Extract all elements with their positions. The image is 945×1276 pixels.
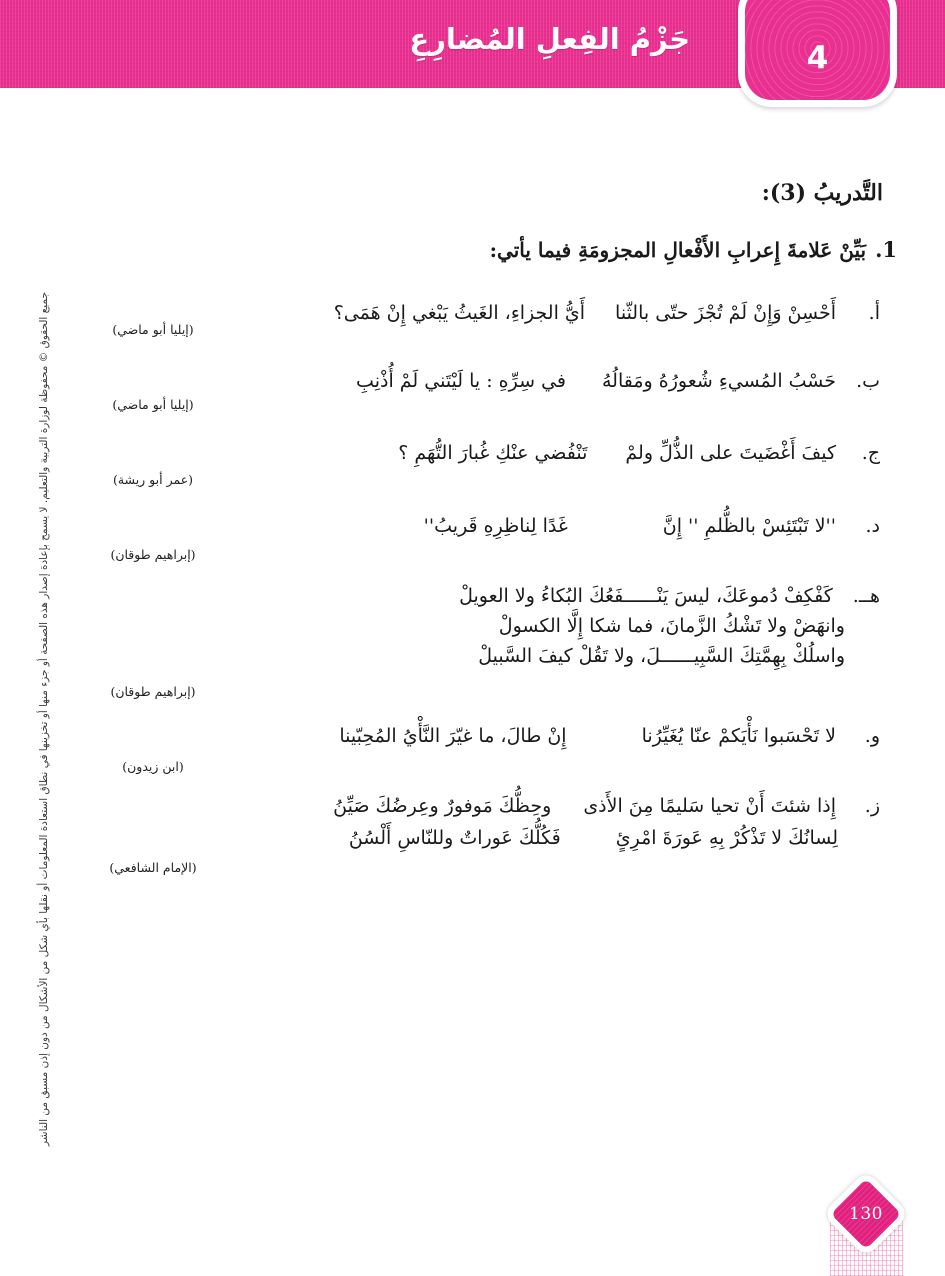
- verse-e-line-2-text: وانهَضْ ولا تَشْكُ الزَّمانَ، فما شكا إِلَّا الكسولْ: [498, 615, 845, 637]
- verse-g-line-2-hemistich-2: فَكُلُّكَ عَوراتٌ وللنّاسِ أَلْسُنُ: [348, 827, 561, 849]
- verse-f: [339, 725, 880, 747]
- verse-d-label: د.: [865, 515, 880, 537]
- page-title: جَزْمُ الفِعلِ المُضارِعِ: [409, 22, 690, 56]
- exercise-heading: التَّدريبُ (3):: [761, 180, 883, 206]
- attribution-e: (إبراهيم طوقان): [110, 684, 196, 699]
- verse-e-label: هــ.: [852, 585, 880, 607]
- verse-d: [424, 515, 880, 537]
- verse-a-hemistich-2: أَيُّ الجزاءِ، الغَيثُ يَبْغي إِنْ هَمَى؟: [333, 302, 586, 324]
- copyright-notice: جميع الحقوق © محفوظة لوزارة التربية والتعليم. لا يسمح بإعادة إصدار هذه الصفحة أو جزء منها أو تخزينها في نطاق استعادة المعلومات أو نقلها بأي شكل من الأشكال من دون إذن مسبق من الناشر: [38, 292, 50, 1146]
- unit-number: 4: [806, 40, 829, 76]
- verse-a: [334, 302, 880, 324]
- verse-g-line-1-hemistich-1: إِذا شئتَ أَنْ تحيا سَليمًا مِنَ الأَذى: [583, 795, 836, 817]
- verse-b-hemistich-1: حَسْبُ المُسيءِ شُعورُهُ ومَقالُهُ: [601, 370, 836, 392]
- verse-b-hemistich-2: في سِرِّهِ : يا لَيْتَني لَمْ أُذْنِبِ: [356, 370, 566, 392]
- verse-g-line-1-hemistich-2: وحِظُّكَ مَوفورٌ وعِرضُكَ صَيِّنُ: [333, 795, 552, 817]
- attribution-g: (الإمام الشافعي): [109, 860, 197, 875]
- attribution-f: (ابن زيدون): [122, 759, 184, 774]
- attribution-b: (إيليا أبو ماضي): [112, 397, 194, 412]
- verse-c-hemistich-2: تَنْفُضي عنْكِ غُبارَ التُّهَمِ ؟: [398, 442, 588, 464]
- attribution-c: (عمر أبو ريشة): [112, 472, 194, 487]
- verse-g-line-2-hemistich-1: لِسانُكَ لا تَذْكُرْ بِهِ عَورَةَ امْرِئٍ: [615, 827, 838, 849]
- verse-b-label: ب.: [856, 370, 880, 392]
- item-instruction: بَيِّنْ عَلامةَ إِعرابِ الأَفْعالِ المجزومَةِ فيما يأتي:: [489, 238, 867, 262]
- verse-c: [398, 442, 880, 464]
- exercise-item-1: [490, 237, 897, 262]
- attribution-d: (إبراهيم طوقان): [110, 547, 196, 562]
- attribution-a: (إيليا أبو ماضي): [112, 322, 194, 337]
- verse-f-hemistich-2: إِنْ طالَ، ما غيّرَ النَّأْيُ المُحِبّينا: [339, 725, 567, 747]
- verse-e-line-3: [478, 645, 845, 667]
- verse-c-label: ج.: [861, 442, 880, 464]
- verse-g-line-1: [333, 795, 880, 817]
- verse-f-label: و.: [864, 725, 880, 747]
- unit-number-badge: [738, 0, 897, 107]
- verse-g-line-2: [349, 827, 838, 849]
- verse-g-label: ز.: [864, 795, 880, 817]
- verse-d-hemistich-1: ''لا تَبْتَئِسْ بالظُّلمِ '' إِنَّ: [662, 515, 836, 537]
- verse-a-label: أ.: [868, 302, 880, 324]
- item-number: 1.: [875, 237, 897, 262]
- verse-e-line-3-text: واسلُكْ بِهِمَّتِكَ السَّبِيــــــلَ، ولا تَقُلْ كيفَ السَّبيلْ: [478, 645, 845, 667]
- verse-d-hemistich-2: غَدًا لِناظِرِهِ قَريبُ'': [423, 515, 568, 537]
- verse-f-hemistich-1: لا تَحْسَبوا نَأْيَكمْ عنّا يُغَيِّرُنا: [641, 725, 836, 747]
- verse-e-line-2: [499, 615, 845, 637]
- verse-b: [356, 370, 880, 392]
- verse-a-hemistich-1: أَحْسِنْ وَإِنْ لَمْ تُجْزَ حتّى بالثّنا: [615, 302, 836, 324]
- page-number: 130: [849, 1204, 883, 1225]
- verse-e-line-1: [459, 585, 880, 607]
- verse-c-hemistich-1: كيفَ أَغْضَيتَ على الذُّلِّ ولمْ: [625, 442, 836, 464]
- verse-e-line-1-text: كَفْكِفْ دُموعَكَ، ليسَ يَنْــــــفَعُكَ البُكاءُ ولا العويلْ: [459, 585, 833, 607]
